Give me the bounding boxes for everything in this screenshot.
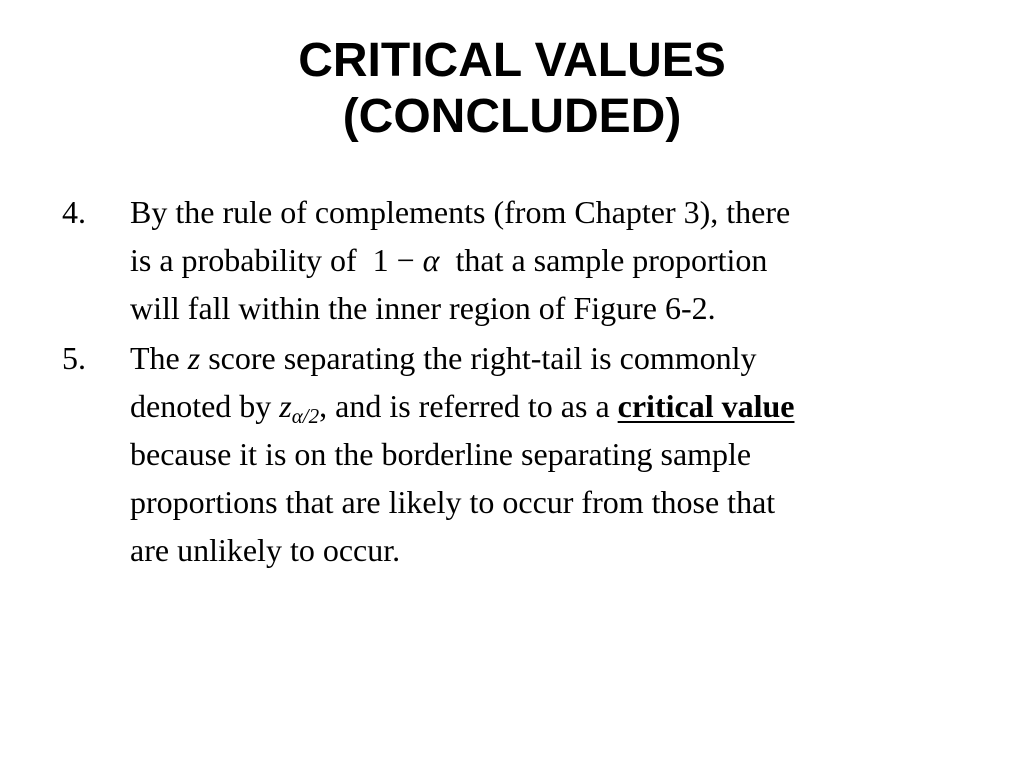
list-item-4 <box>62 188 982 332</box>
item-text: denoted by <box>130 388 280 424</box>
math-expression <box>365 242 440 278</box>
alpha-symbol: α <box>422 242 440 278</box>
item-text: that a sample proportion <box>439 242 768 278</box>
math-term: 1 − <box>364 242 423 278</box>
numbered-list <box>62 188 982 576</box>
item-text-line <box>130 236 982 284</box>
item-number: 5. <box>62 340 86 376</box>
z-symbol: z <box>279 388 292 424</box>
title-line-2: (CONCLUDED) <box>342 90 682 143</box>
slide-title <box>0 33 1024 145</box>
critical-value-term: critical value <box>617 388 795 424</box>
item-text: is a probability of <box>130 242 365 278</box>
item-text: because it is on the borderline separating sample <box>130 436 752 472</box>
item-text-line <box>130 188 982 236</box>
item-text-line <box>130 334 982 382</box>
title-line-1: CRITICAL VALUES <box>298 34 726 87</box>
item-text: proportions that are likely to occur from those that <box>130 484 776 520</box>
item-text-line <box>130 526 982 574</box>
item-text: are unlikely to occur. <box>130 532 401 568</box>
item-text-line <box>130 382 982 430</box>
item-text: score separating the right-tail is commonly <box>200 340 757 376</box>
item-text: By the rule of complements (from Chapter 3), there <box>130 194 791 230</box>
item-text-line <box>130 430 982 478</box>
item-text: The <box>130 340 188 376</box>
item-text-line <box>130 478 982 526</box>
z-symbol: z <box>187 340 201 376</box>
item-text: , and is referred to as a <box>319 388 618 424</box>
list-item-5 <box>62 334 982 574</box>
item-text: will fall within the inner region of Figure 6-2. <box>130 290 716 326</box>
item-number: 4. <box>62 194 86 230</box>
item-text-line <box>130 284 982 332</box>
z-subscript: α/2 <box>291 404 320 428</box>
